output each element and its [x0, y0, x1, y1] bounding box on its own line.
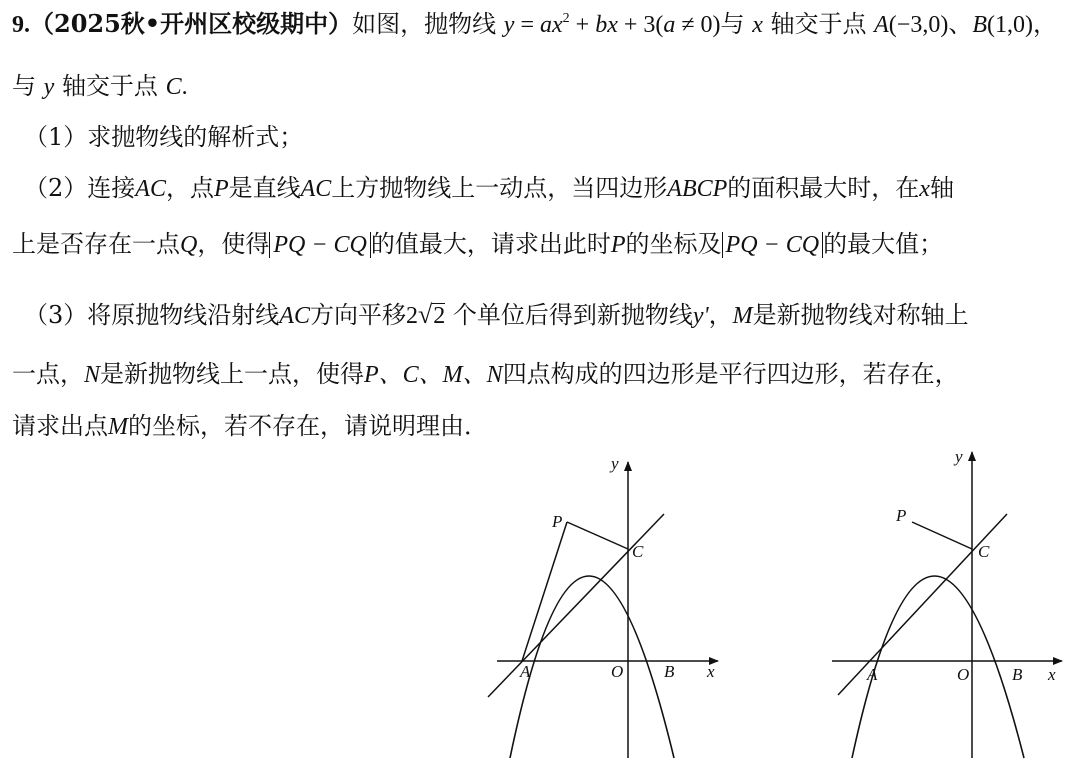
text: 个单位后得到新抛物线	[452, 301, 693, 329]
point-m: M	[108, 414, 128, 440]
text: 轴	[929, 174, 954, 202]
part-text: 求抛物线的解析式；	[87, 123, 304, 151]
a-label: A	[867, 665, 878, 684]
point-p: P	[610, 232, 626, 258]
parabola-curve	[852, 576, 1024, 758]
radical-sign: √	[417, 300, 433, 329]
b-label: B	[664, 662, 675, 681]
text: 的坐标，若不存在，请说明理由．	[128, 412, 488, 440]
quad-abcp: ABCP	[667, 176, 728, 202]
text: 一点，	[12, 360, 84, 388]
c-label: C	[632, 542, 644, 561]
text: ，使得	[197, 230, 270, 258]
text: ，点	[165, 174, 214, 202]
line-ac: AC	[135, 176, 166, 202]
point-m: M	[732, 303, 753, 329]
var-x: x	[752, 12, 763, 38]
point-a-coord: A(−3,0)	[874, 12, 949, 38]
part-label: （1）	[24, 123, 88, 151]
abs-expression: PQ − CQ	[269, 232, 371, 258]
text: 是新抛物线对称轴上	[752, 301, 969, 329]
separator: 、	[948, 10, 973, 38]
text: 轴交于点	[770, 10, 867, 38]
text: 轴交于点	[61, 72, 158, 100]
text: 连接	[87, 174, 136, 202]
text: 是直线	[228, 174, 301, 202]
text: 的值最大，请求出此时	[370, 230, 611, 258]
x-label: x	[707, 662, 715, 681]
line-ac: AC	[279, 303, 310, 329]
segment-pc	[912, 522, 972, 549]
point-p: P	[213, 176, 229, 202]
text: 的面积最大时，在	[727, 174, 920, 202]
c-label: C	[978, 542, 990, 561]
points-pcmn: P、C、M、N	[364, 362, 503, 388]
text: 上是否存在一点	[12, 230, 180, 258]
problem-number: 9.	[12, 12, 30, 38]
x-label: x	[1048, 665, 1056, 684]
text: 与	[12, 72, 36, 100]
y-label: y	[955, 447, 963, 466]
text: 的最大值；	[823, 230, 944, 258]
problem-source: （2025秋•开州区校级期中）	[30, 9, 353, 38]
p-label: P	[552, 512, 563, 531]
point-q: Q	[180, 232, 198, 258]
var-x: x	[919, 176, 930, 202]
line-ac: AC	[300, 176, 332, 202]
text: ，	[708, 301, 733, 329]
parabola-equation: $y = ax^2$ + bx + 3(a ≠ 0)	[503, 11, 721, 38]
text: 的坐标及	[625, 230, 722, 258]
text: 上方抛物线上一动点，当四边形	[331, 174, 668, 202]
y-label: y	[611, 454, 619, 473]
text: 四点构成的四边形是平行四边形，若存在，	[502, 360, 959, 388]
b-label: B	[1012, 665, 1023, 684]
text: 与	[720, 10, 745, 38]
comma: ，	[1032, 10, 1057, 38]
text: 是新抛物线上一点，使得	[100, 360, 365, 388]
abs-expression: PQ − CQ	[722, 232, 824, 258]
text: 将原抛物线沿射线	[87, 301, 280, 329]
a-label: A	[520, 662, 531, 681]
coef: 2	[405, 303, 418, 329]
p-label: P	[896, 506, 907, 525]
point-b-coord: B(1,0)	[972, 12, 1033, 38]
point-n: N	[84, 362, 101, 388]
text: 如图，抛物线	[352, 10, 497, 38]
text: 请求出点	[12, 412, 108, 440]
new-parabola: y'	[692, 303, 709, 329]
var-y: y	[43, 74, 55, 100]
origin-label: O	[611, 662, 624, 681]
text: 方向平移	[309, 301, 406, 329]
point-c: C	[165, 74, 182, 100]
period: .	[181, 74, 188, 100]
part-label: （2）	[24, 174, 88, 202]
radicand: 2	[433, 303, 446, 329]
part-label: （3）	[24, 301, 88, 329]
origin-label: O	[957, 665, 970, 684]
